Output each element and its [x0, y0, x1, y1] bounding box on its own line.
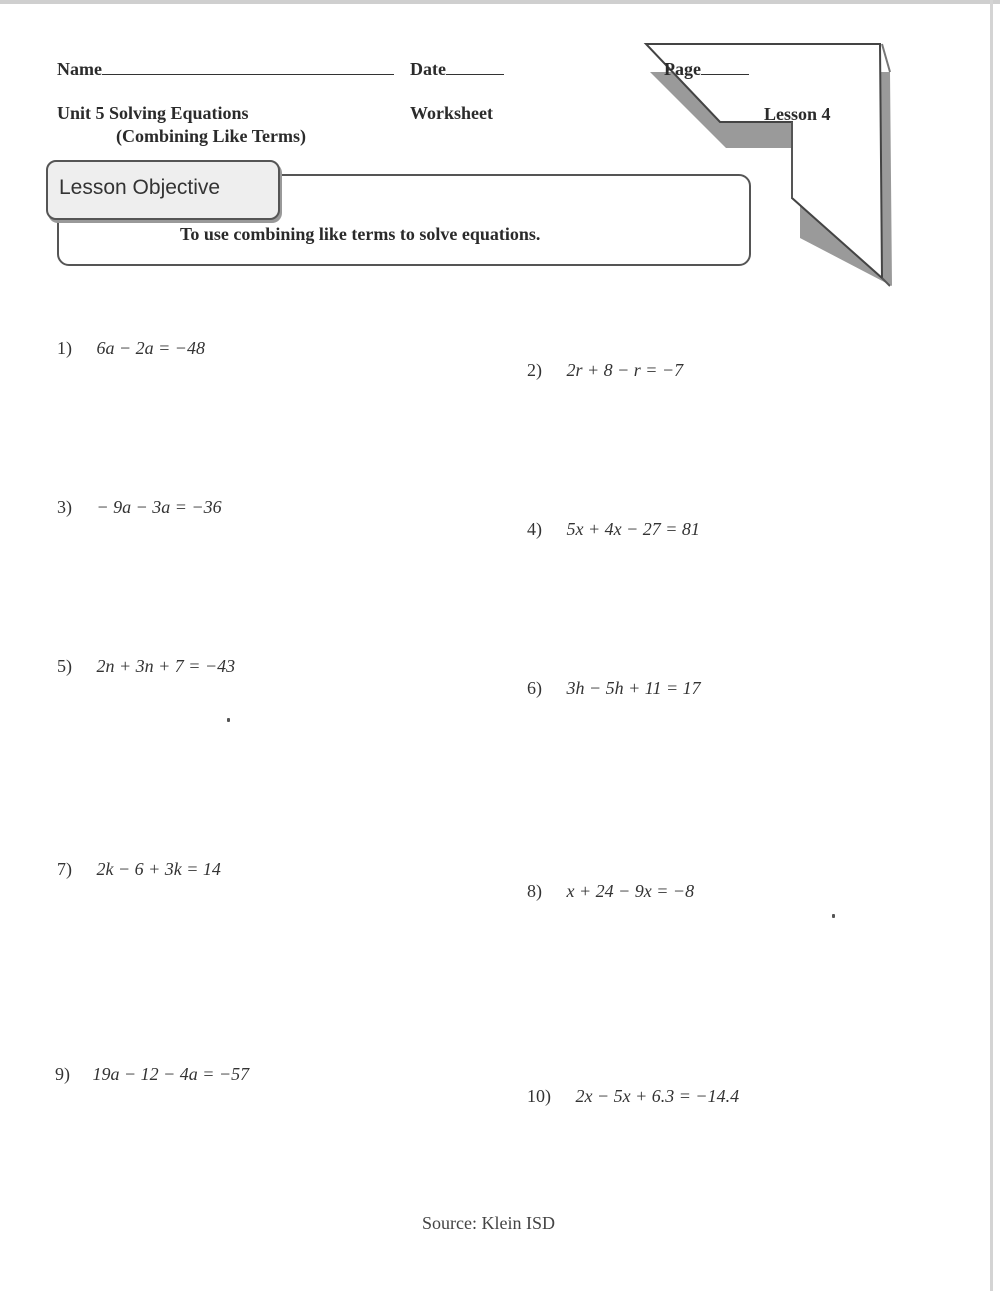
scan-speck [832, 914, 835, 918]
problem-number: 1) [57, 338, 72, 358]
problem-8 [527, 881, 694, 902]
problem-6 [527, 678, 701, 699]
unit-title: Unit 5 Solving Equations [57, 103, 249, 123]
lesson-label: Lesson 4 [764, 104, 831, 124]
page-blank [701, 60, 749, 75]
problem-number: 7) [57, 859, 72, 879]
date-label: Date [410, 59, 446, 79]
name-label: Name [57, 59, 102, 79]
name-blank [102, 60, 394, 75]
problem-9 [55, 1064, 249, 1085]
date-blank [446, 60, 504, 75]
problem-number: 4) [527, 519, 542, 539]
scan-top-edge [0, 0, 1000, 4]
problem-number: 6) [527, 678, 542, 698]
date-field [410, 59, 504, 80]
unit-subtitle: (Combining Like Terms) [116, 126, 307, 146]
page-label: Page [664, 59, 701, 79]
page-field [664, 59, 749, 80]
problem-2 [527, 360, 683, 381]
name-field [57, 59, 394, 80]
problem-equation: 2n + 3n + 7 = −43 [96, 656, 236, 676]
problem-number: 2) [527, 360, 542, 380]
problem-10 [527, 1086, 739, 1107]
problem-number: 8) [527, 881, 542, 901]
problem-equation: 3h − 5h + 11 = 17 [566, 678, 701, 698]
objective-tab [46, 160, 280, 220]
problem-4 [527, 519, 700, 540]
scan-speck [227, 718, 230, 722]
problem-7 [57, 859, 221, 880]
problem-equation: 19a − 12 − 4a = −57 [92, 1064, 250, 1084]
problem-equation: − 9a − 3a = −36 [96, 497, 222, 517]
problem-number: 5) [57, 656, 72, 676]
objective-tab-label: Lesson Objective [59, 176, 221, 199]
problem-equation: 6a − 2a = −48 [96, 338, 205, 358]
problem-equation: 2k − 6 + 3k = 14 [96, 859, 221, 879]
problem-equation: x + 24 − 9x = −8 [566, 881, 695, 901]
problem-5 [57, 656, 235, 677]
problem-equation: 2x − 5x + 6.3 = −14.4 [575, 1086, 740, 1106]
scan-right-edge [990, 0, 993, 1291]
problem-equation: 2r + 8 − r = −7 [566, 360, 684, 380]
problem-equation: 5x + 4x − 27 = 81 [566, 519, 700, 539]
problem-number: 10) [527, 1086, 551, 1106]
objective-text: To use combining like terms to solve equations. [180, 224, 541, 244]
problem-number: 9) [55, 1064, 70, 1084]
problem-3 [57, 497, 222, 518]
worksheet-label: Worksheet [410, 103, 493, 123]
problem-number: 3) [57, 497, 72, 517]
problem-1 [57, 338, 205, 359]
source-credit: Source: Klein ISD [422, 1213, 555, 1233]
